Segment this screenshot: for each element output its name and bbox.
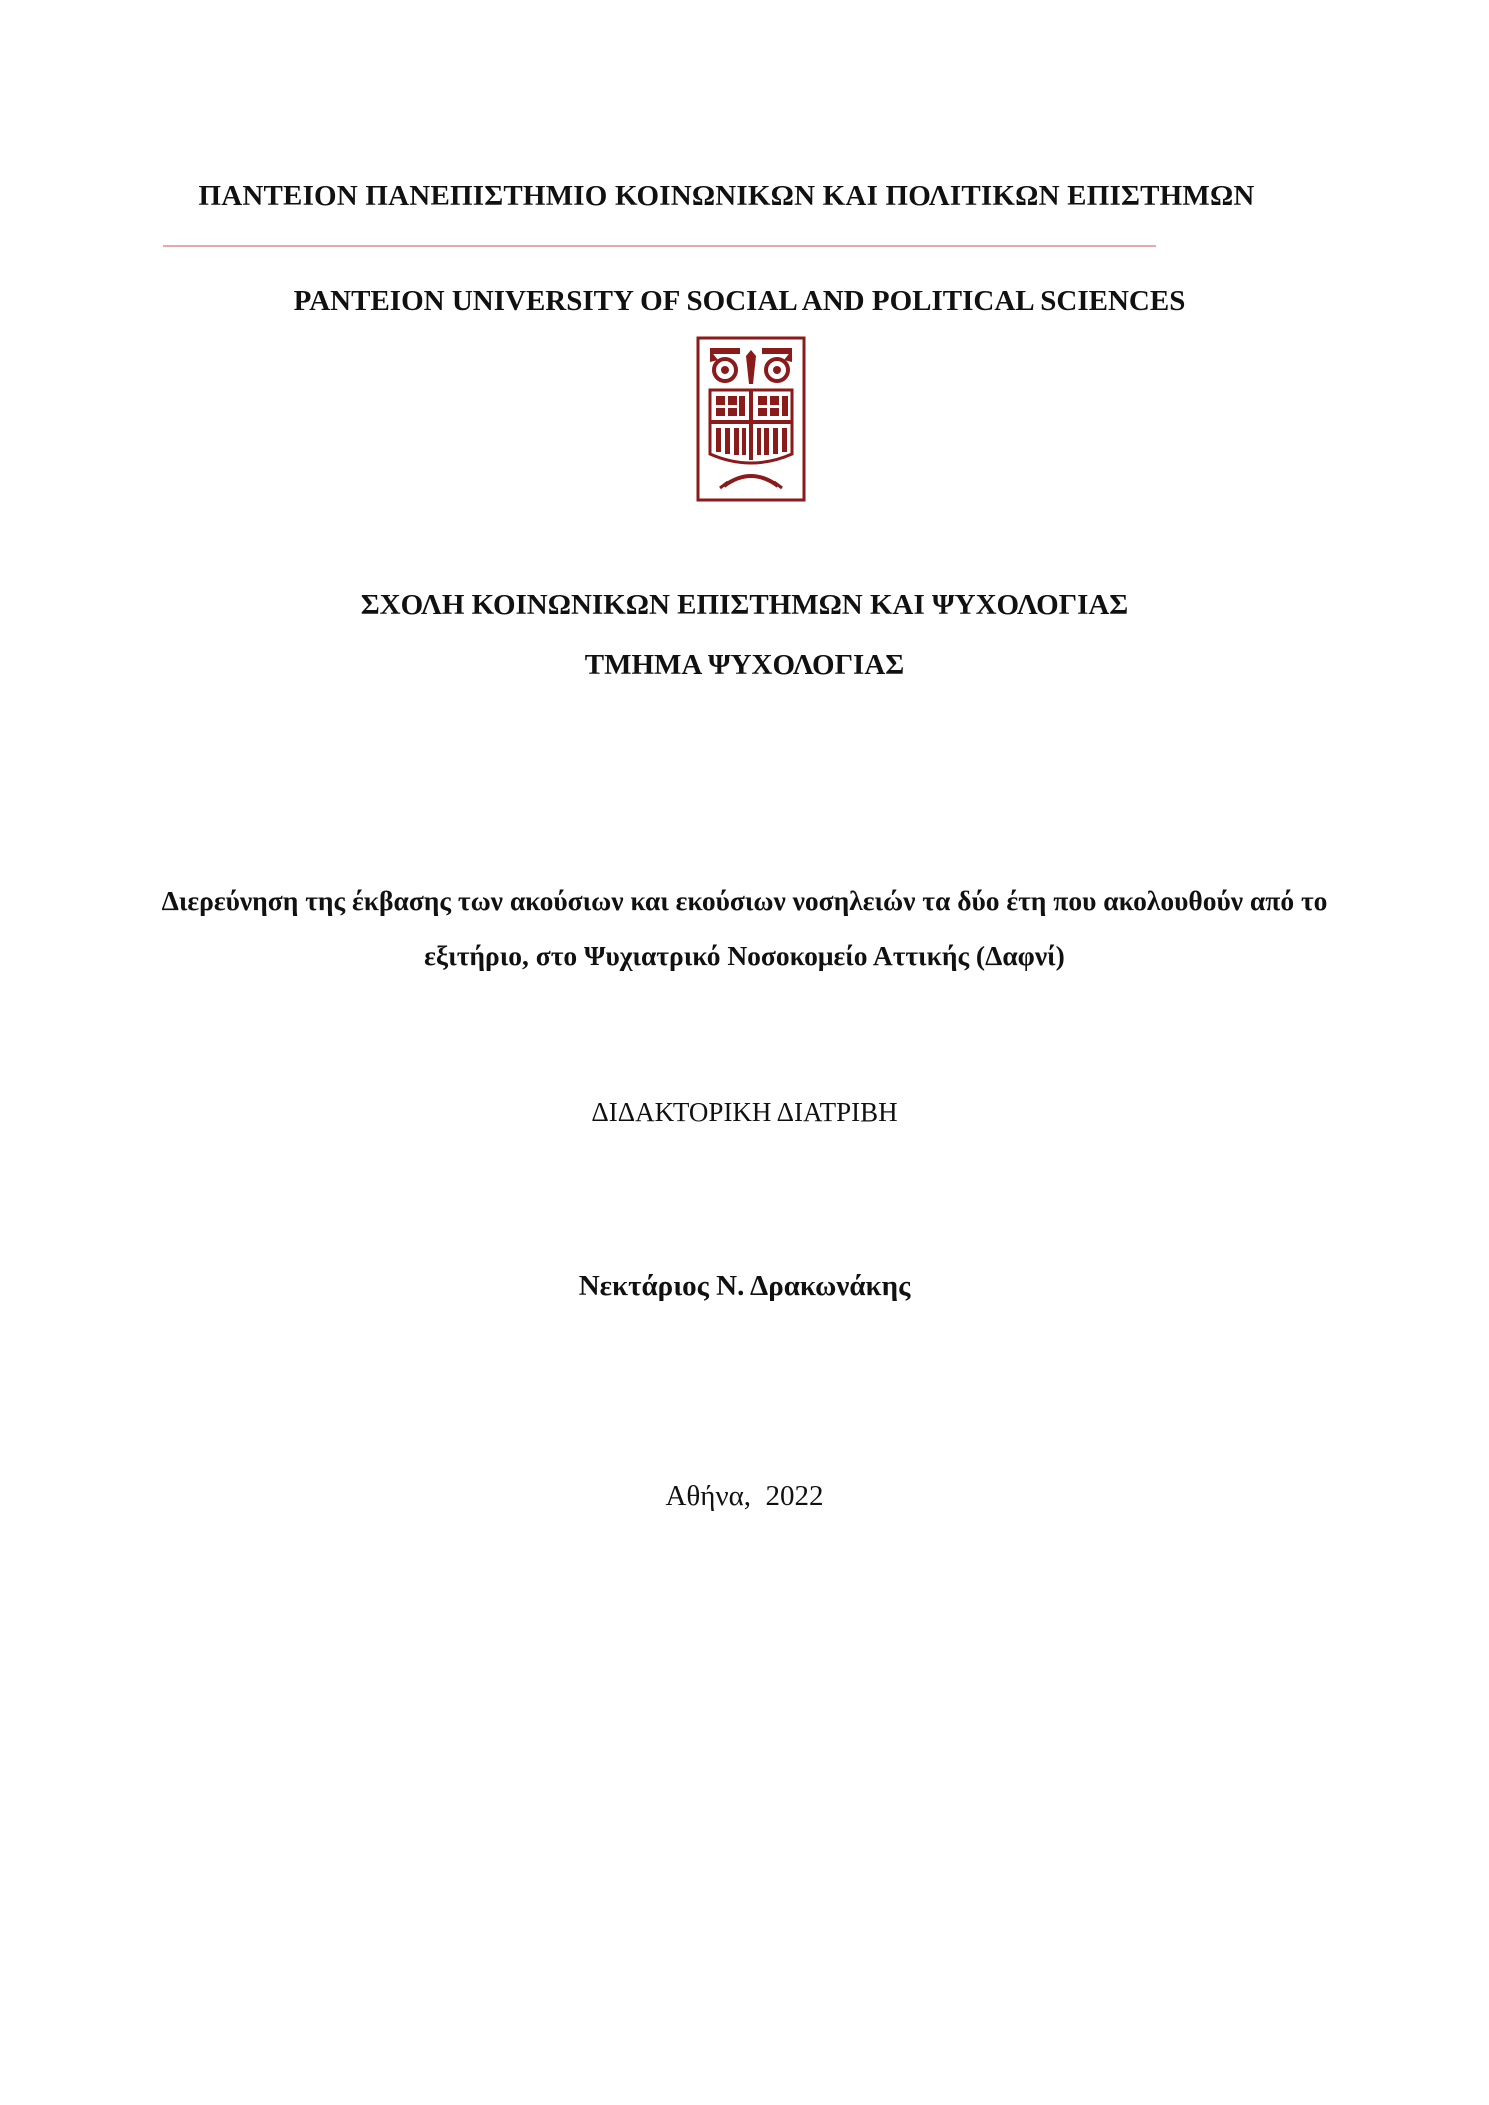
- university-name-greek: ΠΑΝΤΕΙΟΝ ΠΑΝΕΠΙΣΤΗΜΙΟ ΚΟΙΝΩΝΙΚΩΝ ΚΑΙ ΠΟΛΙΤΙΚΩΝ ΕΠΙΣΤΗΜΩΝ: [198, 180, 1255, 212]
- university-crest-logo: [696, 336, 806, 502]
- department-name: ΤΜΗΜΑ ΨΥΧΟΛΟΓΙΑΣ: [584, 649, 905, 681]
- header-divider: [163, 245, 1156, 247]
- thesis-title-line-1: Διερεύνηση της έκβασης των ακούσιων και εκούσιων νοσηλειών τα δύο έτη που ακολουθούν από το: [161, 885, 1328, 916]
- author-name: Νεκτάριος Ν. Δρακωνάκης: [578, 1270, 911, 1302]
- thesis-type: ΔΙΔΑΚΤΟΡΙΚΗ ΔΙΑΤΡΙΒΗ: [591, 1097, 898, 1127]
- school-name: ΣΧΟΛΗ ΚΟΙΝΩΝΙΚΩΝ ΕΠΙΣΤΗΜΩΝ ΚΑΙ ΨΥΧΟΛΟΓΙΑΣ: [360, 589, 1129, 621]
- place-and-date: Αθήνα, 2022: [665, 1480, 824, 1512]
- university-name-english: PANTEION UNIVERSITY OF SOCIAL AND POLITICAL SCIENCES: [293, 285, 1186, 317]
- thesis-title-line-2: εξιτήριο, στο Ψυχιατρικό Νοσοκομείο Αττικής (Δαφνί): [424, 940, 1065, 971]
